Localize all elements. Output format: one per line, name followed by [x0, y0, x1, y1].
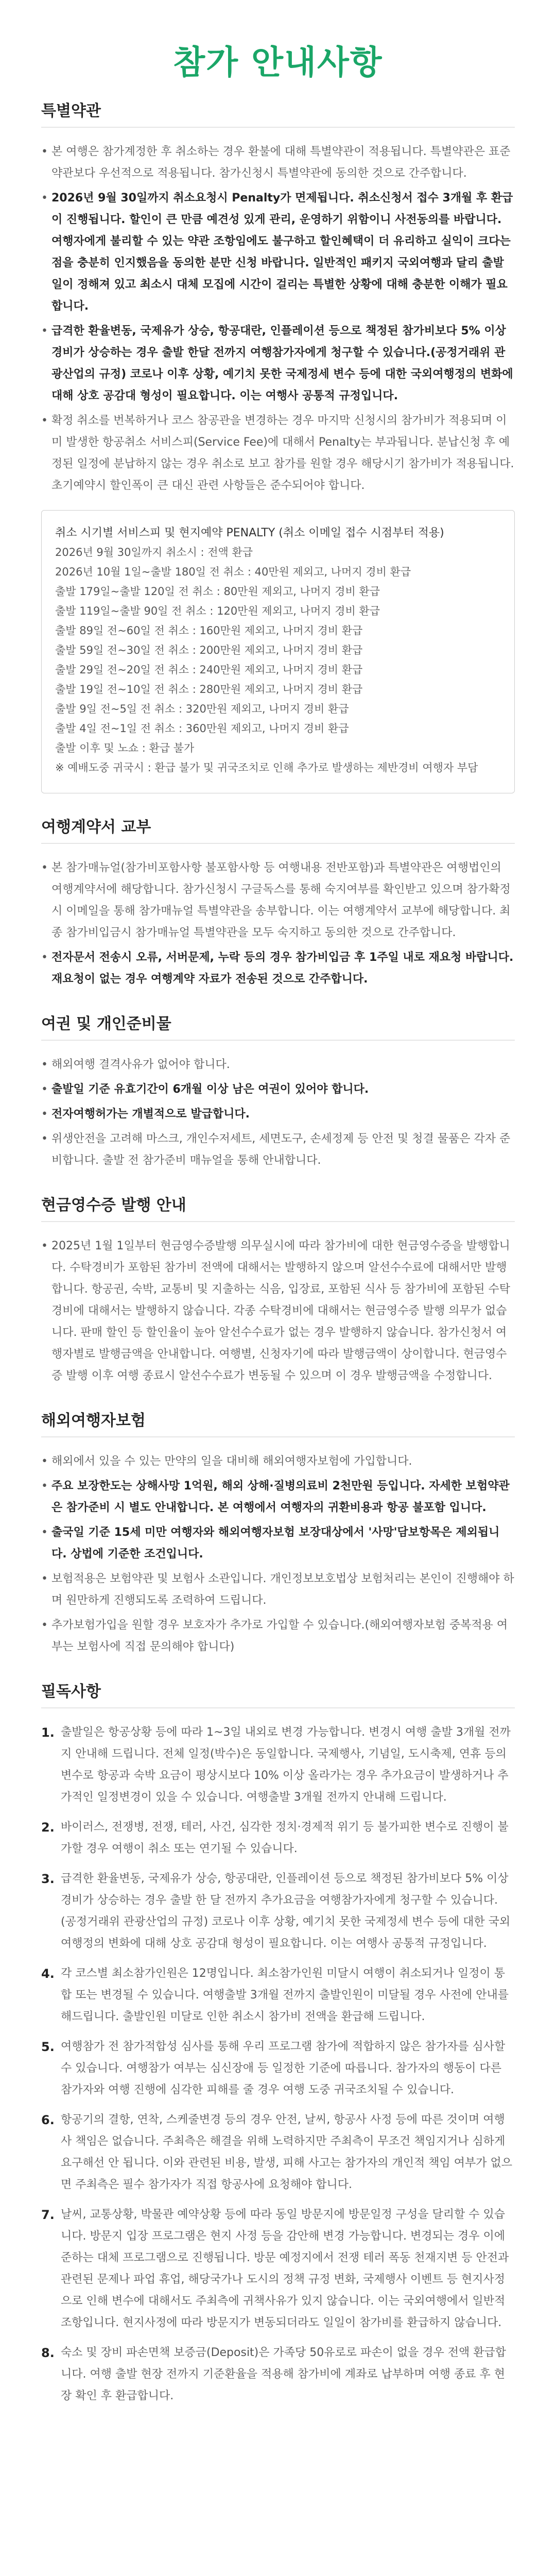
- passport-item-text: 해외여행 결격사유가 없어야 합니다.: [51, 1058, 230, 1071]
- notice-number: 2.: [41, 1820, 55, 1835]
- insurance-item: [41, 1615, 515, 1658]
- notice-text: 날씨, 교통상황, 박물관 예약상황 등에 따라 동일 방문지에 방문일정 구성을 달리할 수 있습니다. 방문지 입장 프로그램은 현지 사정 등을 감안해 변경 가능합니다. 변경되는 경우 이에 준하는 대체 프로그램으로 진행됩니다. 방문 예정지에서 전쟁 테러 폭동 천재지변 등 안전과 관련된 문제나 파업 휴업, 해당국가나 도시의 정책 규정 변화, 국제행사 이벤트 등 현지사정으로 인해 변수에 대해서도 주최측에 귀책사유가 있지 않습니다. 이는 국외여행에서 일반적 조항입니다. 현지사정에 따라 방문지가 변동되더라도 일일이 참가비를 환급하지 않습니다.: [61, 2208, 509, 2329]
- insurance-item-text: 추가보험가입을 원할 경우 보호자가 추가로 가입할 수 있습니다.(해외여행자보험 중복적용 여부는 보험사에 직접 문의해야 합니다): [51, 1619, 508, 1653]
- notice-text: 숙소 및 장비 파손면책 보증금(Deposit)은 가족당 50유로로 파손이 없을 경우 전액 환급합니다. 여행 출발 현장 전까지 기준환율을 적용해 참가비에 계좌로 납부하며 여행 종료 후 현장 확인 후 환급합니다.: [61, 2346, 506, 2402]
- insurance-item-text: 주요 보장한도는 상해사망 1억원, 해외 상해·질병의료비 2천만원 등입니다. 자세한 보험약관은 참가준비 시 별도 안내합니다. 본 여행에서 여행자의 귀환비용과 항공 불포함 입니다.: [51, 1480, 510, 1514]
- passport-item-text: 출발일 기준 유효기간이 6개월 이상 남은 여권이 있어야 합니다.: [51, 1083, 369, 1096]
- shared-item: [41, 947, 515, 990]
- divider: [41, 1707, 515, 1708]
- notice-text: 바이러스, 전쟁병, 전쟁, 테러, 사건, 심각한 정치·경제적 위기 등 불가피한 변수로 진행이 불가할 경우 여행이 취소 또는 연기될 수 있습니다.: [61, 1821, 509, 1855]
- special-item: [41, 320, 515, 407]
- insurance-item-text: 출국일 기준 15세 미만 여행자와 해외여행자보험 보장대상에서 '사망'담보항목은 제외됩니다. 상법에 기준한 조건입니다.: [51, 1526, 500, 1561]
- divider: [41, 1040, 515, 1041]
- notice-section: [0, 1679, 556, 2407]
- section-title-notice: 필독사항: [41, 1683, 101, 1701]
- notice-number: 1.: [41, 1725, 55, 1740]
- shared-list: [41, 857, 515, 990]
- passport-section: [0, 1011, 556, 1172]
- shared-section: [0, 814, 556, 990]
- notice-text: 급격한 환율변동, 국제유가 상승, 항공대란, 인플레이션 등으로 책정된 참가비보다 5% 이상 경비가 상승하는 경우 출발 한 달 전까지 추가요금을 여행참가자에게 청구할 수 있습니다. (공정거래위 관광산업의 규정) 코로나 이후 상황, 예기치 못한 국제정세 변수 등에 대한 국외여행정의 변화에 대해 상호 공감대 형성이 필요합니다. 이는 여행사 공통적 규정입니다.: [61, 1872, 511, 1950]
- penalty-line: 출발 119일~출발 90일 전 취소 : 120만원 제외고, 나머지 경비 환급: [55, 605, 380, 617]
- special-item-text: 2026년 9월 30일까지 취소요청시 Penalty가 면제됩니다. 취소신청서 접수 3개월 후 환급이 진행됩니다. 할인이 큰 만큼 예견성 있게 관리, 운영하기 위함이니 사전동의를 바랍니다. 여행자에게 불리할 수 있는 약관 조항임에도 불구하고 할인혜택이 더 유리하고 실익이 크다는 점을 충분히 인지했음을 동의한 분만 신청 바랍니다. 일반적인 패키지 국외여행과 달리 출발일이 정해져 있고 최소시 대체 모집에 시간이 걸리는 특별한 상황에 대해 충분한 이해가 필요합니다.: [51, 192, 513, 313]
- special-item-text: 급격한 환율변동, 국제유가 상승, 항공대란, 인플레이션 등으로 책정된 참가비보다 5% 이상 경비가 상승하는 경우 출발 한달 전까지 여행참가자에게 청구할 수 있습니다.(공정거래위 관광산업의 규정) 코로나 이후 상황, 예기치 못한 국제정세 변수 등에 대한 국외여행정의 변화에 대해 상호 공감대 형성이 필요합니다. 이는 여행사 공통적 규정입니다.: [51, 325, 513, 402]
- penalty-line: 출발 9일 전~5일 전 취소 : 320만원 제외고, 나머지 경비 환급: [55, 703, 349, 715]
- special-item: [41, 141, 515, 184]
- insurance-item: [41, 1568, 515, 1612]
- section-title-special: 특별약관: [41, 102, 101, 120]
- insurance-item: [41, 1451, 515, 1472]
- insurance-item-text: 보험적용은 보험약관 및 보험사 소관입니다. 개인정보보호법상 보험처리는 본인이 진행해야 하며 원만하게 진행되도록 조력하여 드립니다.: [51, 1572, 514, 1607]
- penalty-line: ※ 예배도중 귀국시 : 환급 불가 및 귀국조치로 인해 추가로 발생하는 제반경비 여행자 부담: [55, 761, 478, 774]
- passport-item-text: 위생안전을 고려해 마스크, 개인수저세트, 세면도구, 손세정제 등 안전 및 청결 물품은 각자 준비합니다. 출발 전 참가준비 매뉴얼을 통해 안내합니다.: [51, 1132, 511, 1167]
- divider: [41, 843, 515, 844]
- passport-item: [41, 1128, 515, 1172]
- penalty-line: 출발 이후 및 노쇼 : 환급 불가: [55, 742, 195, 754]
- notice-number: 3.: [41, 1872, 55, 1886]
- penalty-line: 출발 59일 전~30일 전 취소 : 200만원 제외고, 나머지 경비 환급: [55, 644, 363, 656]
- notice-text: 여행참가 전 참가적합성 심사를 통해 우리 프로그램 참가에 적합하지 않은 참가자를 심사할 수 있습니다. 여행참가 여부는 심신장애 등 일정한 기준에 따릅니다. 참가자의 행동이 다른 참가자와 여행 진행에 심각한 피해를 줄 경우 여행 도중 귀국조치될 수 있습니다.: [61, 2040, 506, 2096]
- notice-number: 5.: [41, 2040, 55, 2054]
- penalty-box: [41, 510, 515, 793]
- notice-item: [41, 1817, 515, 1860]
- receipt-item: [41, 1235, 515, 1387]
- notice-text: 항공기의 결항, 연착, 스케줄변경 등의 경우 안전, 날씨, 항공사 사정 등에 따른 것이며 여행사 책임은 없습니다. 주최측은 해결을 위해 노력하지만 주최측이 무조건 책임지거나 심하게 요구해선 안 됩니다. 이와 관련된 비용, 발생, 피해 사고는 참가자의 개인적 책임 여부가 없으면 주최측은 필수 참가자가 직접 항공사에 요청해야 합니다.: [61, 2113, 512, 2191]
- notice-text: 출발일은 항공상황 등에 따라 1~3일 내외로 변경 가능합니다. 변경시 여행 출발 3개월 전까지 안내해 드립니다. 전체 일정(박수)은 동일합니다. 국제행사, 기념일, 도시축제, 연휴 등의 변수로 항공과 숙박 요금이 평상시보다 10% 이상 올라가는 경우 추가요금이 발생하거나 추가적인 일정변경이 있을 수 있습니다. 여행출발 3개월 전까지 안내해 드립니다.: [61, 1726, 511, 1804]
- special-item-text: 확정 취소를 번복하거나 코스 참공관을 변경하는 경우 마지막 신청시의 참가비가 적용되며 이미 발생한 항공취소 서비스피(Service Fee)에 대해서 Penalty는 부과됩니다. 분납신청 후 예정된 일정에 분납하지 않는 경우 취소로 보고 참가를 원할 경우 해당시기 참가비가 적용됩니다. 초기예약시 할인폭이 큰 대신 관련 사항들은 준수되어야 합니다.: [51, 414, 514, 492]
- notice-item: [41, 2342, 515, 2407]
- insurance-item: [41, 1476, 515, 1519]
- penalty-line: 출발 4일 전~1일 전 취소 : 360만원 제외고, 나머지 경비 환급: [55, 722, 349, 735]
- section-title-receipt: 현금영수증 발행 안내: [41, 1196, 186, 1214]
- shared-item-text: 본 참가매뉴얼(참가비포함사항 불포함사항 등 여행내용 전반포함)과 특별약관은 여행법인의 여행계약서에 해당합니다. 참가신청시 구글독스를 통해 숙지여부를 확인받고 있으며 참가확정시 이메일을 통해 참가매뉴얼 특별약관을 송부합니다. 이는 여행계약서 교부에 해당합니다. 최종 참가비입금시 참가매뉴얼 특별약관을 모두 숙지하고 동의한 것으로 간주합니다.: [51, 861, 511, 939]
- special-section: [0, 98, 556, 793]
- special-item-text: 본 여행은 참가계정한 후 취소하는 경우 환불에 대해 특별약관이 적용됩니다. 특별약관은 표준약관보다 우선적으로 적용됩니다. 참가신청시 특별약관에 동의한 것으로 간주합니다.: [51, 145, 511, 180]
- special-list: [41, 141, 515, 497]
- divider: [41, 1221, 515, 1222]
- insurance-section: [0, 1408, 556, 1658]
- penalty-line: 출발 29일 전~20일 전 취소 : 240만원 제외고, 나머지 경비 환급: [55, 664, 363, 676]
- special-item: [41, 188, 515, 317]
- shared-item-text: 전자문서 전송시 오류, 서버문제, 누락 등의 경우 참가비입금 후 1주일 내로 재요청 바랍니다. 재요청이 없는 경우 여행계약 자료가 전송된 것으로 간주합니다.: [51, 951, 514, 986]
- penalty-line: 출발 179일~출발 120일 전 취소 : 80만원 제외고, 나머지 경비 환급: [55, 585, 380, 598]
- notice-number: 4.: [41, 1967, 55, 1981]
- notice-number: 7.: [41, 2208, 55, 2222]
- passport-item-text: 전자여행허가는 개별적으로 발급합니다.: [51, 1108, 250, 1121]
- passport-item: [41, 1104, 515, 1125]
- divider: [41, 1436, 515, 1437]
- notice-item: [41, 2204, 515, 2334]
- notice-number: 8.: [41, 2346, 55, 2360]
- penalty-line: 2026년 9월 30일까지 취소시 : 전액 환급: [55, 546, 253, 558]
- insurance-item-text: 해외에서 있을 수 있는 만약의 일을 대비해 해외여행자보험에 가입합니다.: [51, 1455, 412, 1468]
- receipt-section: [0, 1192, 556, 1387]
- passport-item: [41, 1079, 515, 1100]
- section-title-passport: 여권 및 개인준비물: [41, 1015, 171, 1033]
- penalty-line: 2026년 10월 1일~출발 180일 전 취소 : 40만원 제외고, 나머지 경비 환급: [55, 566, 411, 578]
- receipt-item-text: 2025년 1월 1일부터 현금영수증발행 의무실시에 따라 참가비에 대한 현금영수증을 발행합니다. 수탁경비가 포함된 참가비 전액에 대해서는 발행하지 않으며 알선수수료에 대해서만 발행합니다. 항공권, 숙박, 교통비 및 지출하는 식음, 입장료, 포함된 식사 등 참가비에 포함된 수탁경비에 대해서는 발행하지 않습니다. 각종 수탁경비에 대해서는 현금영수증 발행 의무가 없습니다. 판매 할인 등 할인율이 높아 알선수수료가 없는 경우 발행하지 않습니다. 참가신청서 여행자별로 발행금액을 안내합니다. 여행별, 신청자기에 따라 발행금액이 상이합니다. 현금영수증 발행 이후 여행 종료시 알선수수료가 변동될 수 있으며 이 경우 발행금액을 수정합니다.: [51, 1240, 510, 1382]
- notice-item: [41, 2109, 515, 2196]
- notice-list: [41, 1722, 515, 2407]
- penalty-lines: [55, 543, 501, 777]
- divider: [41, 127, 515, 128]
- page-title: 참가 안내사항: [173, 44, 383, 82]
- special-item: [41, 410, 515, 497]
- penalty-line: 출발 19일 전~10일 전 취소 : 280만원 제외고, 나머지 경비 환급: [55, 683, 363, 696]
- section-title-insurance: 해외여행자보험: [41, 1412, 146, 1430]
- receipt-list: [41, 1235, 515, 1387]
- passport-list: [41, 1054, 515, 1172]
- insurance-item: [41, 1522, 515, 1565]
- notice-item: [41, 1963, 515, 2028]
- penalty-box-title: 취소 시기별 서비스피 및 현지예약 PENALTY (취소 이메일 접수 시점부터 적용): [55, 527, 444, 539]
- notice-item: [41, 1722, 515, 1808]
- insurance-list: [41, 1451, 515, 1658]
- penalty-line: 출발 89일 전~60일 전 취소 : 160만원 제외고, 나머지 경비 환급: [55, 624, 363, 637]
- notice-item: [41, 1868, 515, 1955]
- notice-text: 각 코스별 최소참가인원은 12명입니다. 최소참가인원 미달시 여행이 취소되거나 일정이 통합 또는 변경될 수 있습니다. 여행출발 3개월 전까지 출발인원이 미달될 경우 사전에 안내를 해드립니다. 출발인원 미달로 인한 취소시 참가비 전액을 환급해 드립니다.: [61, 1967, 509, 2023]
- notice-item: [41, 2036, 515, 2101]
- shared-item: [41, 857, 515, 944]
- passport-item: [41, 1054, 515, 1076]
- section-title-shared: 여행계약서 교부: [41, 818, 151, 836]
- notice-number: 6.: [41, 2113, 55, 2127]
